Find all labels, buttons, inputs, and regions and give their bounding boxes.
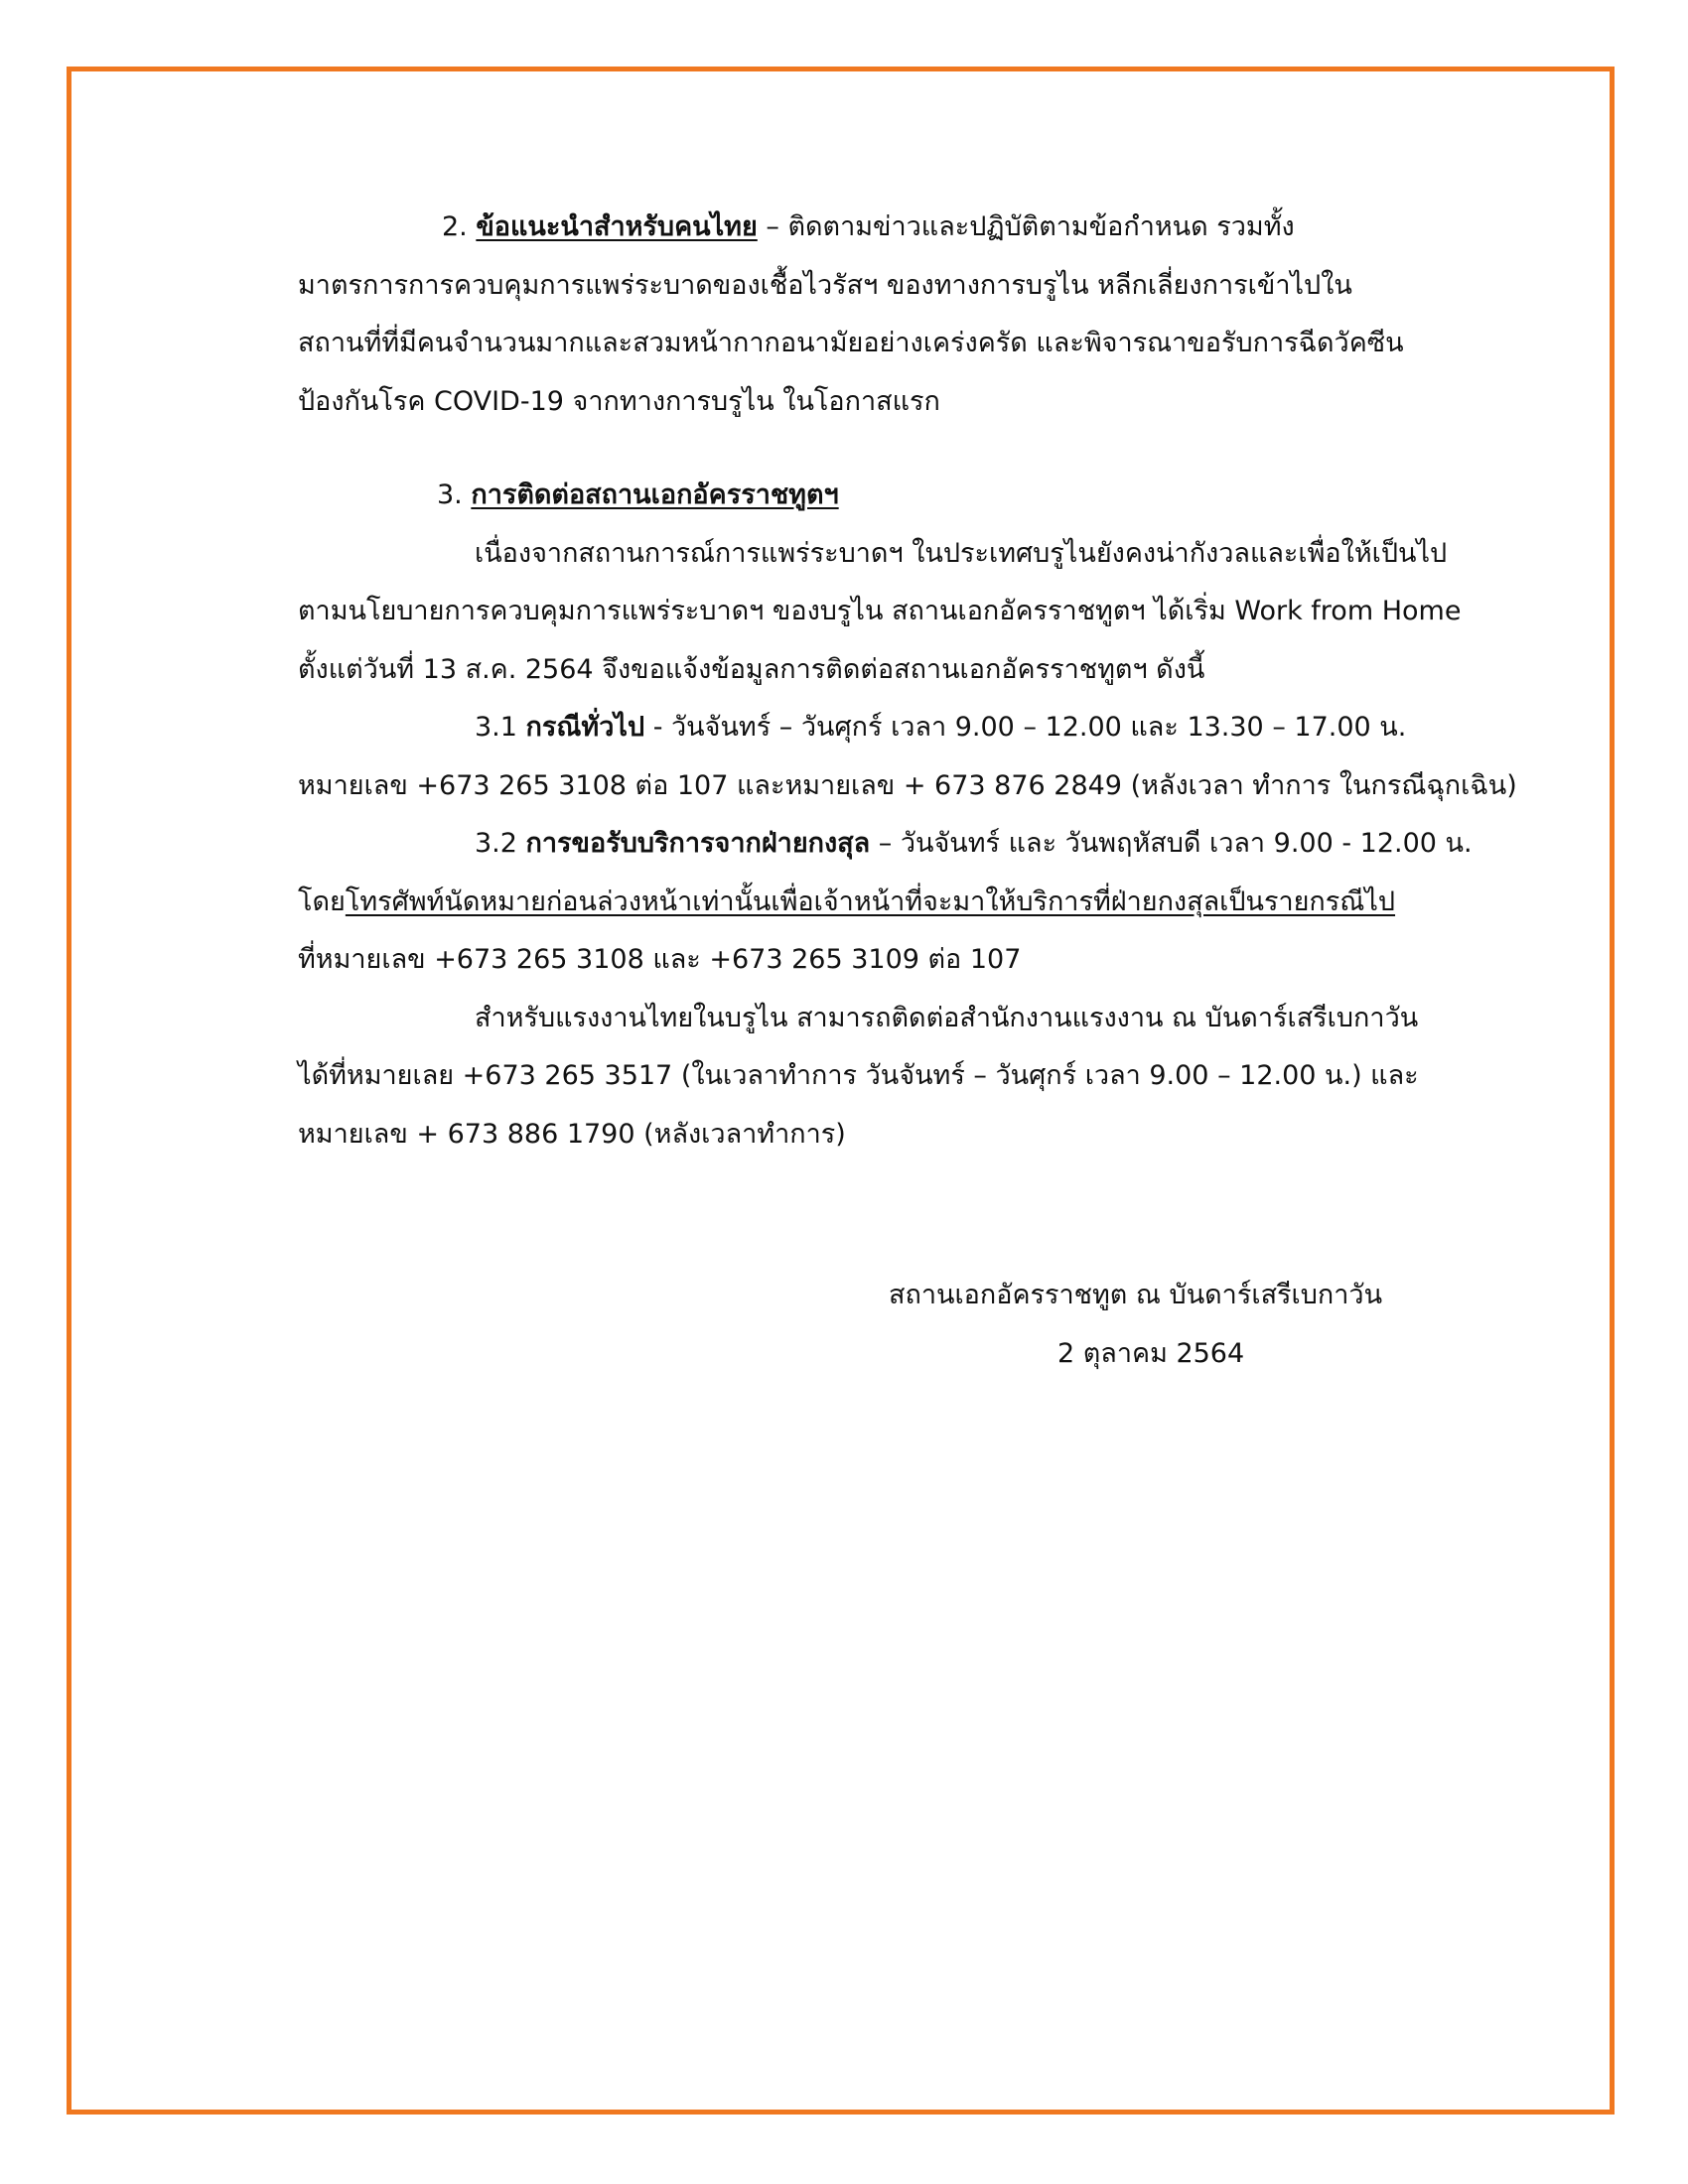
item-3-2-appointment-note: โทรศัพท์นัดหมายก่อนล่วงหน้าเท่านั้นเพื่อเจ้าหน้าที่จะมาให้บริการที่ฝ่ายกงสุลเป็นรายกรณีไป: [345, 886, 1396, 917]
section-2-line-3: สถานที่ที่มีคนจำนวนมากและสวมหน้ากากอนามัยอย่างเคร่งครัด และพิจารณาขอรับการฉีดวัคซีน: [298, 328, 1404, 358]
item-3-1-hours: - วันจันทร์ – วันศุกร์ เวลา 9.00 – 12.00 และ 13.30 – 17.00 น.: [644, 712, 1407, 743]
section-3-number: 3.: [437, 479, 472, 510]
item-3-2-heading: การขอรับบริการจากฝ่ายกงสุล: [525, 828, 871, 859]
item-3-2-number: 3.2: [475, 828, 526, 859]
section-2-line-2: มาตรการการควบคุมการแพร่ระบาดของเชื้อไวรัสฯ ของทางการบรูไน หลีกเลี่ยงการเข้าไปใน: [298, 269, 1352, 301]
section-gap: [298, 431, 1539, 467]
signature-block: [889, 1267, 1405, 1383]
section-2-line-4: ป้องกันโรค COVID-19 จากทางการบรูไน ในโอกาสแรก: [298, 385, 940, 417]
item-3-2-line-3: ที่หมายเลข +673 265 3108 และ +673 265 3109 ต่อ 107: [298, 944, 1022, 975]
section-3-intro-line-1: เนื่องจากสถานการณ์การแพร่ระบาดฯ ในประเทศบรูไนยังคงน่ากังวลและเพื่อให้เป็นไป: [475, 537, 1448, 569]
section-3-heading: การติดต่อสถานเอกอัครราชทูตฯ: [471, 479, 839, 510]
item-3-2-hours: – วันจันทร์ และ วันพฤหัสบดี เวลา 9.00 - 12.00 น.: [870, 828, 1473, 859]
item-3-2-line-1: [298, 815, 1539, 874]
signature-organization: สถานเอกอัครราชทูต ณ บันดาร์เสรีเบกาวัน: [889, 1280, 1383, 1310]
section-2-heading: ข้อแนะนำสำหรับคนไทย: [476, 211, 758, 242]
item-3-1-line-2: หมายเลข +673 265 3108 ต่อ 107 และหมายเลข + 673 876 2849 (หลังเวลา ทำการ ในกรณีฉุกเฉิน): [298, 769, 1517, 801]
section-3-intro-line-3: ตั้งแต่วันที่ 13 ส.ค. 2564 จึงขอแจ้งข้อมูลการติดต่อสถานเอกอัครราชทูตฯ ดังนี้: [298, 653, 1205, 685]
section-3-title: [298, 467, 1539, 525]
item-3-1-heading: กรณีทั่วไป: [525, 712, 645, 743]
labour-line-1: สำหรับแรงงานไทยในบรูไน สามารถติดต่อสำนักงานแรงงาน ณ บันดาร์เสรีเบกาวัน: [475, 1002, 1419, 1033]
signature-date: 2 ตุลาคม 2564: [1057, 1337, 1245, 1369]
item-3-1-line-1: [298, 699, 1539, 757]
item-3-2-line-2-prefix: โดย: [298, 886, 346, 917]
labour-line-2: ได้ที่หมายเลย +673 265 3517 (ในเวลาทำการ วันจันทร์ – วันศุกร์ เวลา 9.00 – 12.00 น.) และ: [298, 1060, 1419, 1091]
item-3-1-number: 3.1: [475, 712, 526, 743]
labour-line-3: หมายเลข + 673 886 1790 (หลังเวลาทำการ): [298, 1118, 846, 1150]
section-2-line-1: [298, 199, 1539, 257]
item-3-2-line-2: [298, 874, 1539, 932]
section-2-number: 2.: [442, 211, 477, 242]
document-body: [298, 199, 1539, 1163]
section-2-line-1-text: – ติดตามข่าวและปฏิบัติตามข้อกำหนด รวมทั้ง: [757, 211, 1295, 242]
section-3-intro-line-2: ตามนโยบายการควบคุมการแพร่ระบาดฯ ของบรูไน สถานเอกอัครราชทูตฯ ได้เริ่ม Work from Home: [298, 596, 1462, 626]
